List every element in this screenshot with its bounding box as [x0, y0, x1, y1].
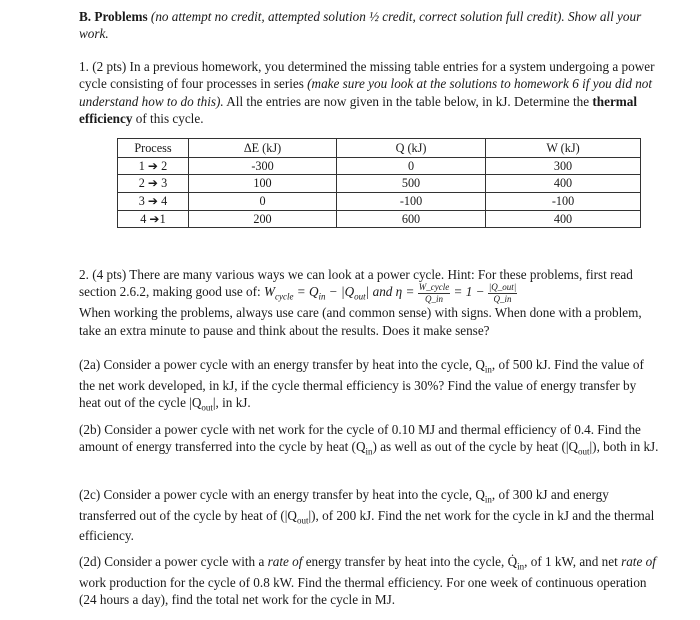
table-header: ΔE (kJ) [189, 139, 337, 158]
problem-2b: (2b) Consider a power cycle with net work for the cycle of 0.10 MJ and thermal efficiency of 0.4. Find the amount of energy transferred into the cycle by heat $(Q_{in})$ as well as out of the cycle by heat $(|Q_{out}|)$, both in kJ. [79, 422, 659, 458]
problem-1-bold: thermal efficiency [79, 93, 638, 127]
p2d-text: energy transfer by heat into the cycle, Q̇ [305, 554, 518, 569]
fraction-numerator: |Q_out| [488, 282, 517, 293]
table-cell: 300 [486, 157, 641, 175]
p2d-italic: rate of [621, 554, 656, 569]
table-cell: 3 ➔ 4 [118, 192, 189, 210]
process-table [117, 138, 641, 228]
p2c-text: , of 300 kJ and energy transferred out of the cycle by heat of (|Q [79, 487, 609, 523]
fraction-w-over-q [418, 283, 450, 304]
table-cell: 1 ➔ 2 [118, 157, 189, 175]
problem-1 [79, 58, 661, 128]
problem-2-guidance: When working the problems, always use care (and common sense) with signs. When done with a problem, take an extra minute to pause and think about the results. Does it make sense? [79, 305, 642, 338]
table-cell: 500 [337, 175, 486, 193]
p2b-text: (2b) Consider a power cycle with net work for the cycle of 0.10 MJ and thermal efficiency of 0.4. Find the amount of energy transferred into the cycle by heat (Q [79, 422, 641, 455]
p2a-text: , of 500 kJ. Find the value of the net work developed, in kJ, if the cycle thermal efficiency is 30%? Find the value of energy transfer by heat out of the cycle |Q [79, 357, 644, 410]
problem-2a: (2a) Consider a power cycle with an energy transfer by heat into the cycle, $Q_{in}$, of 500 kJ. Find the value of the net work developed, in kJ, if the cycle thermal efficiency is 30%? Find the value of energy transfer by heat out of the cycle $|Q_{out}|$, in kJ. [79, 357, 644, 413]
problem-1-note: (make sure you look at the solutions to homework 6 if you did not understand how to do this). [79, 76, 653, 109]
problem-1-tail: All the entries are now given in the table below, in kJ. Determine the [226, 93, 590, 109]
formula-w: W [263, 284, 275, 300]
formula-text: = Q [293, 284, 319, 300]
p2c-text: (2c) Consider a power cycle with an energy transfer by heat into the cycle, Q [79, 487, 485, 502]
p2d-text: (2d) Consider a power cycle with a [79, 554, 265, 569]
header-title: B. Problems [79, 9, 148, 24]
table-row [118, 175, 641, 193]
p2d-italic: rate of [267, 554, 303, 569]
table-cell: -300 [189, 157, 337, 175]
p2b-text: |), both in kJ. [589, 439, 659, 455]
efficiency-formula [263, 282, 517, 305]
problem-1-end: of this cycle. [135, 111, 204, 127]
table-row [118, 210, 641, 228]
table-header-row [118, 139, 641, 158]
table-cell: 4 ➔1 [118, 210, 189, 228]
table-cell: 0 [189, 192, 337, 210]
problem-2-intro: 2. (4 pts) There are many various ways we can look at a power cycle. Hint: For these problems, first read section 2.6.2, making good use of: [79, 267, 633, 300]
formula-text: = 1 − [450, 284, 488, 300]
table-cell: 400 [486, 175, 641, 193]
p2a-text: (2a) Consider a power cycle with an energy transfer by heat into the cycle, Q [79, 357, 485, 372]
formula-sub: in [318, 292, 326, 303]
problem-2 [79, 266, 661, 339]
table-row [118, 157, 641, 175]
header-intro: (no attempt no credit, attempted solution ½ credit, correct solution full credit). Show all your work. [79, 9, 642, 42]
table-cell: 100 [189, 175, 337, 193]
problem-2d: (2d) Consider a power cycle with a rate of energy transfer by heat into the cycle, $Q̇_{in}$, of 1 kW, and net rate of work production for the cycle of 0.8 kW. Find the thermal efficiency. For one week of continuous operation (24 hours a day), find the total net work for the cycle in MJ. [79, 554, 656, 607]
table-cell: 200 [189, 210, 337, 228]
formula-text: | and η = [365, 284, 418, 300]
p2d-text: , of 1 kW, and net [524, 554, 618, 569]
table-row [118, 192, 641, 210]
table-header: Process [118, 139, 189, 158]
problems-header [79, 8, 661, 43]
fraction-denominator: Q_in [493, 294, 512, 305]
table-cell: 2 ➔ 3 [118, 175, 189, 193]
table-cell: -100 [486, 192, 641, 210]
fraction-denominator: Q_in [424, 294, 443, 305]
table-cell: 400 [486, 210, 641, 228]
formula-sub: out [354, 292, 366, 303]
p2d-text: work production for the cycle of 0.8 kW. Find the thermal efficiency. For one week of continuous operation (24 hours a day), find the total net work for the cycle in MJ. [79, 574, 647, 607]
formula-text: − |Q [325, 284, 355, 300]
table-header: W (kJ) [486, 139, 641, 158]
fraction-numerator: W_cycle [418, 282, 450, 293]
p2c-text: |), of 200 kJ. Find the net work for the cycle in kJ and the thermal efficiency. [79, 507, 655, 544]
problem-1-lead: 1. (2 pts) In a previous homework, you determined the missing table entries for a system undergoing a power cycle consisting of four processes in series [79, 59, 655, 92]
problem-2c: (2c) Consider a power cycle with an energy transfer by heat into the cycle, $Q_{in}$, of 300 kJ and energy transferred out of the cycle by heat of $(|Q_{out}|)$, of 200 kJ. Find the net work for the cycle in kJ and the thermal efficiency. [79, 487, 655, 544]
p2b-text: ) as well as out of the cycle by heat (|Q [372, 439, 579, 455]
fraction-qout-over-qin [488, 283, 517, 304]
p2a-text: |, in kJ. [212, 394, 251, 410]
table-cell: 0 [337, 157, 486, 175]
formula-sub: cycle [274, 292, 294, 303]
table-cell: 600 [337, 210, 486, 228]
table-cell: -100 [337, 192, 486, 210]
table-header: Q (kJ) [337, 139, 486, 158]
